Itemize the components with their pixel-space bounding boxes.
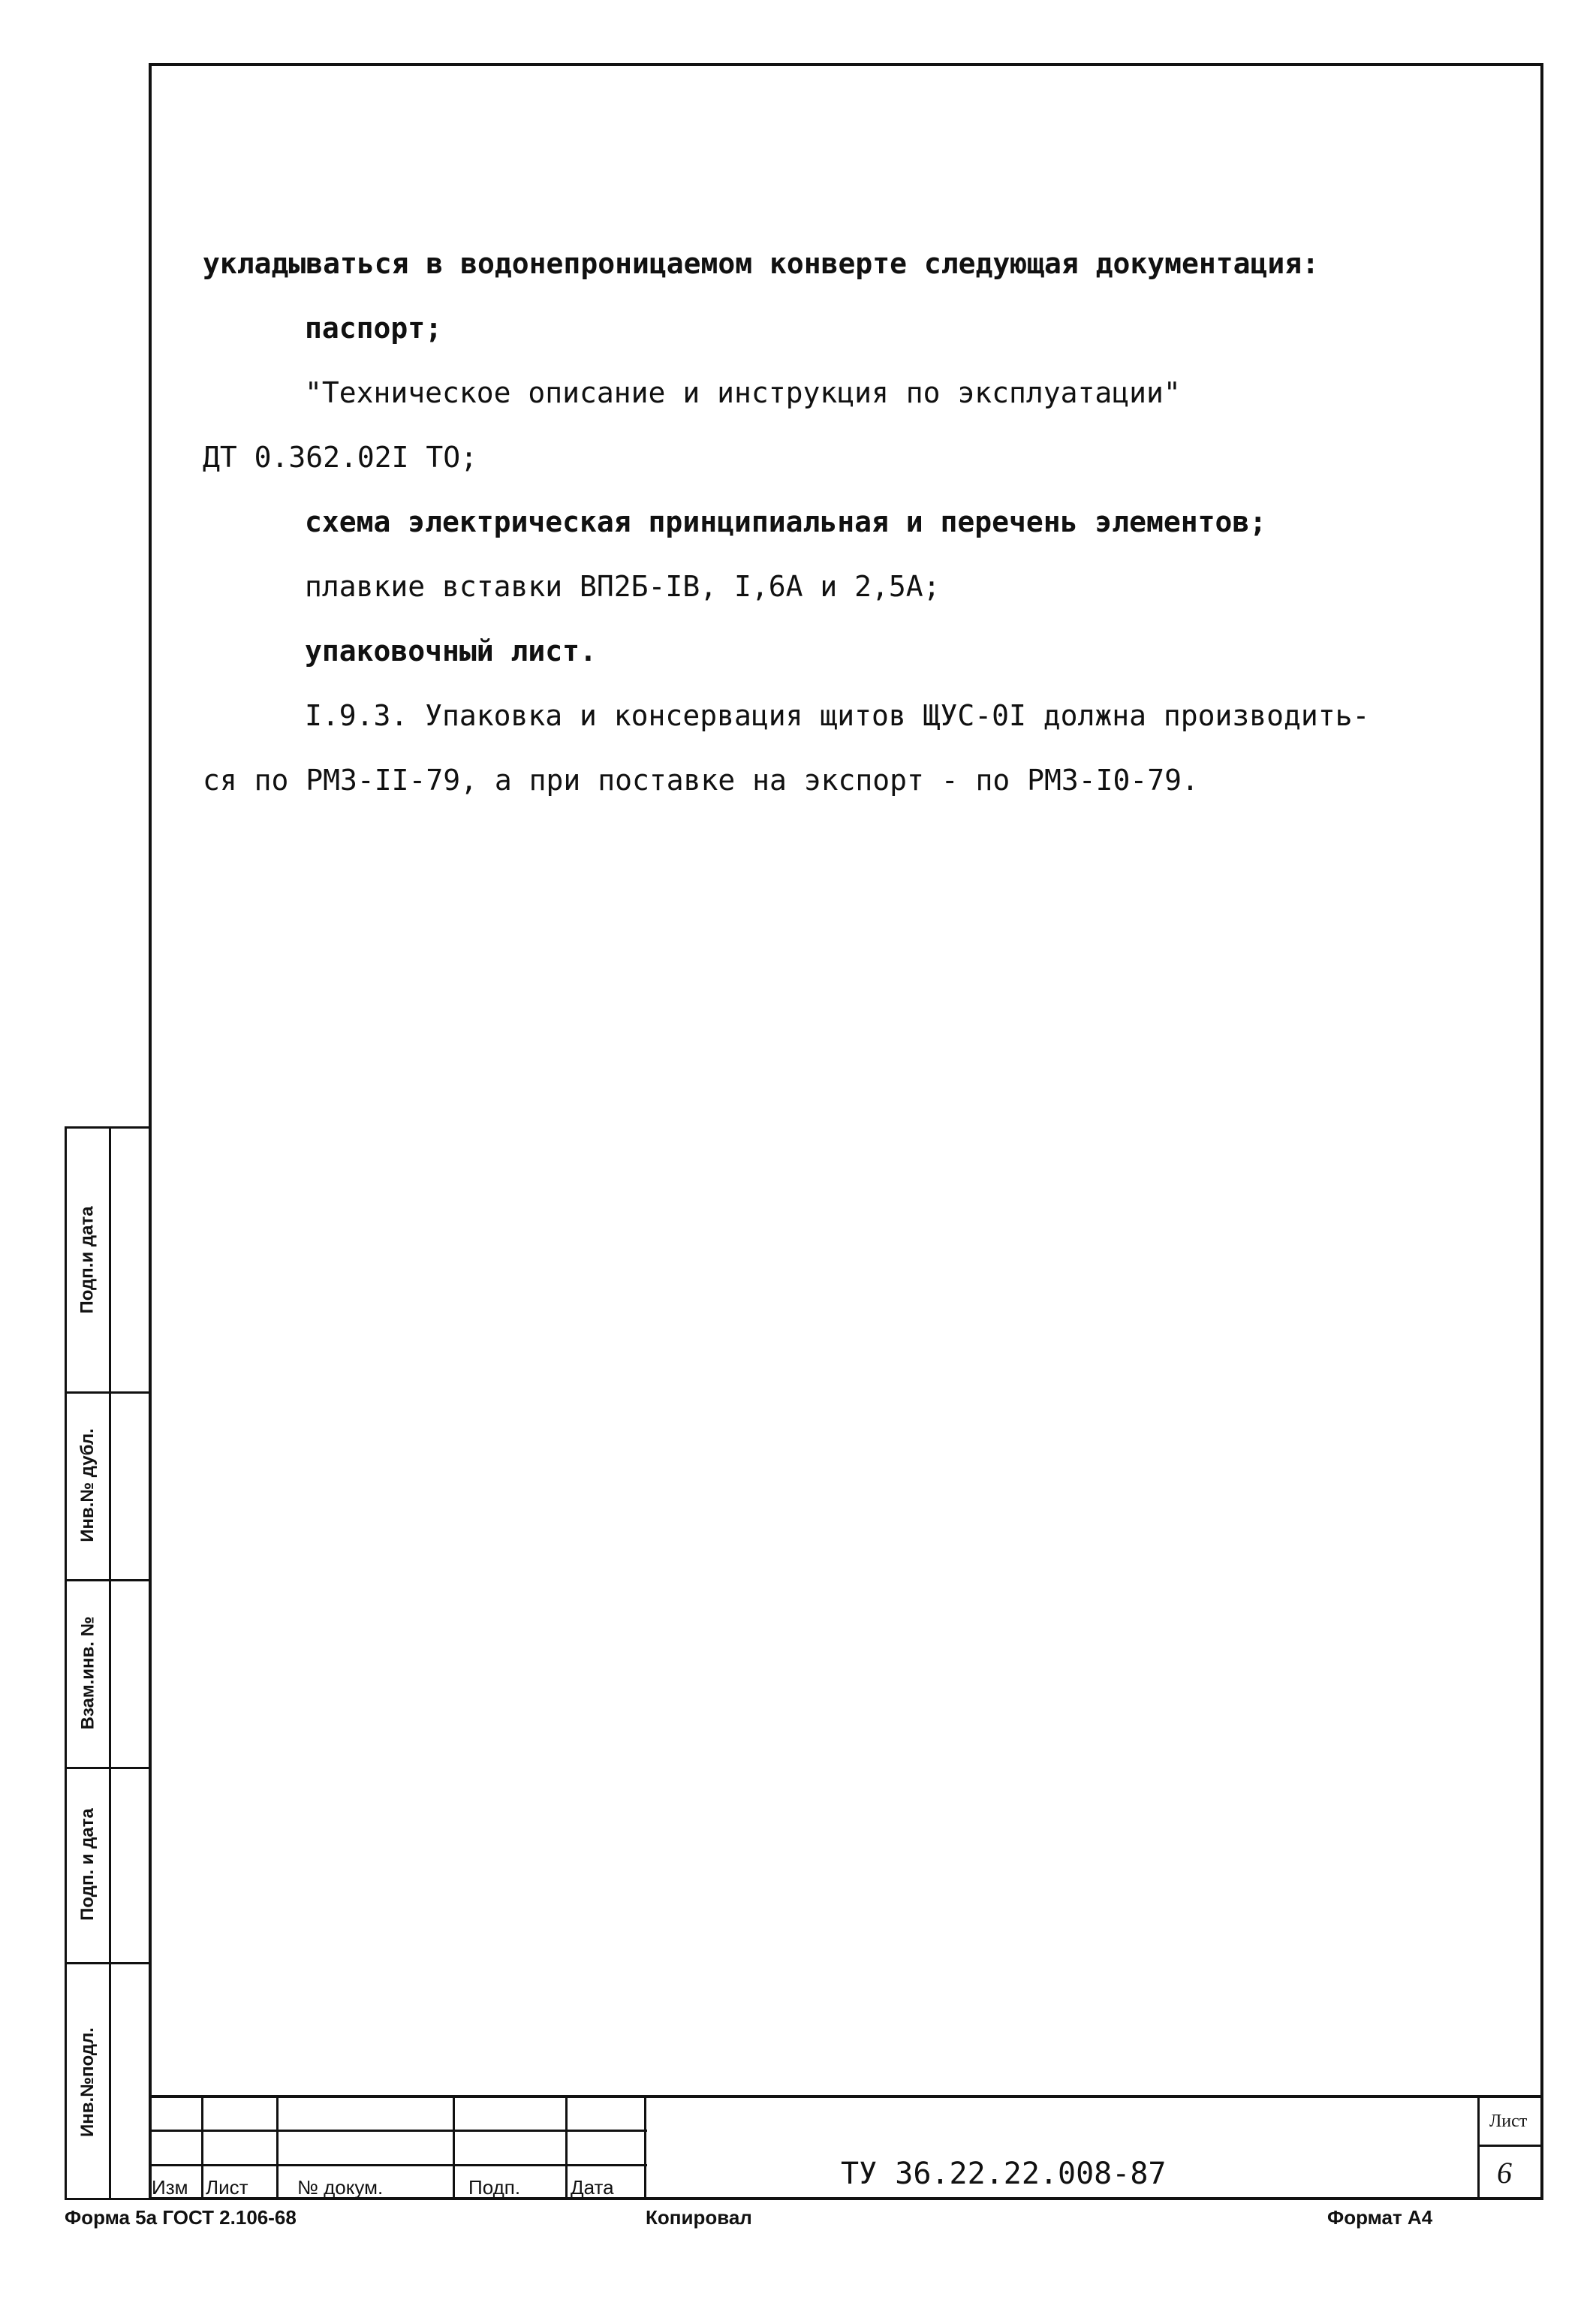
grid-line [201, 2095, 203, 2200]
body-line: схема электрическая принципиальная и перечень элементов; [305, 505, 1267, 538]
body-line: ся по РМЗ-II-79, а при поставке на экспорт - по РМЗ-I0-79. [203, 764, 1199, 797]
col-data: Дата [571, 2176, 614, 2199]
grid-line [644, 2095, 646, 2200]
body-line: "Техническое описание и инструкция по эксплуатации" [305, 376, 1181, 409]
body-line: паспорт; [305, 312, 443, 345]
sheet-cell-divider [1477, 2145, 1543, 2147]
footer-copied: Копировал [646, 2206, 752, 2229]
side-stamp-strip [65, 1126, 149, 2200]
side-label-inv-podl: Инв.№подл. [77, 2027, 98, 2137]
side-label-podp-data-2: Подп. и дата [77, 1808, 98, 1921]
body-line: укладываться в водонепроницаемом конверте следующая документация: [203, 247, 1320, 280]
sheet-column-divider [1477, 2095, 1480, 2200]
side-label-inv-dubl: Инв.№ дубл. [77, 1428, 98, 1542]
side-label-vzam-inv: Взам.инв. № [77, 1616, 98, 1730]
col-podp: Подп. [468, 2176, 521, 2199]
body-line: упаковочный лист. [305, 635, 597, 668]
sheet-label: Лист [1489, 2112, 1528, 2131]
document-body [203, 231, 1524, 812]
col-dokum: № докум. [297, 2176, 384, 2199]
side-label-podp-data: Подп.и дата [77, 1206, 98, 1314]
body-line: I.9.3. Упаковка и консервация щитов ЩУС-0I должна производить- [305, 699, 1370, 732]
footer-form: Форма 5а ГОСТ 2.106-68 [65, 2206, 297, 2229]
body-line: плавкие вставки ВП2Б-IВ, I,6А и 2,5А; [305, 570, 941, 603]
footer-format: Формат А4 [1327, 2206, 1433, 2229]
grid-line [149, 2164, 647, 2166]
grid-line [149, 2130, 647, 2132]
grid-line [565, 2095, 568, 2200]
document-designation: ТУ 36.22.22.008-87 [841, 2157, 1167, 2191]
grid-line [453, 2095, 455, 2200]
body-line: ДТ 0.362.02I ТО; [203, 441, 478, 474]
sheet-number: 6 [1497, 2156, 1512, 2190]
col-izm: Изм [152, 2176, 188, 2199]
grid-line [276, 2095, 279, 2200]
col-list: Лист [206, 2176, 248, 2199]
